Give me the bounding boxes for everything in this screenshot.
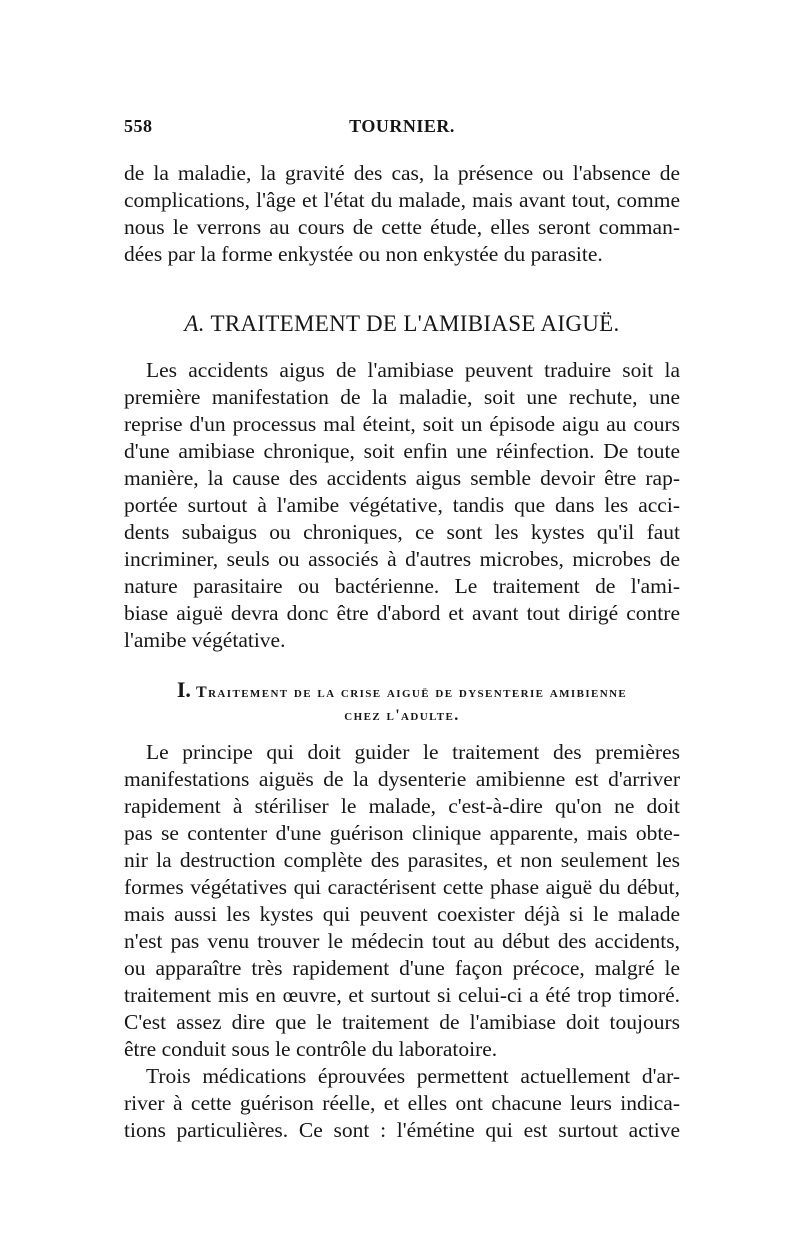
- text-line: mais aussi les kystes qui peuvent coexister déjà si le malade: [124, 902, 680, 926]
- text-line: Les accidents aigus de l'amibiase peuvent traduire soit la: [146, 358, 680, 382]
- text-line: reprise d'un processus mal éteint, soit un épisode aigu au cours: [124, 412, 680, 436]
- text-line: C'est assez dire que le traitement de l'amibiase doit toujours: [124, 1010, 680, 1034]
- running-title: TOURNIER.: [349, 116, 455, 136]
- subsection-title-line-1: Traitement de la crise aiguë de dysenterie amibienne: [196, 684, 628, 701]
- text-line: nir la destruction complète des parasites, et non seulement les: [124, 848, 680, 872]
- text-line: river à cette guérison réelle, et elles ont chacune leurs indica-: [124, 1091, 680, 1115]
- text-line: d'une amibiase chronique, soit enfin une réinfection. De toute: [124, 439, 680, 463]
- text-line: portée surtout à l'amibe végétative, tandis que dans les acci-: [124, 493, 680, 517]
- text-line: première manifestation de la maladie, soit une rechute, une: [124, 385, 680, 409]
- subsection-numeral: I.: [176, 677, 191, 702]
- text-line: manifestations aiguës de la dysenterie amibienne est d'arriver: [124, 767, 680, 791]
- section-title: TRAITEMENT DE L'AMIBIASE AIGUË.: [210, 311, 620, 336]
- text-line: l'amibe végétative.: [124, 628, 286, 652]
- text-line: ou apparaître très rapidement d'une façon précoce, malgré le: [124, 956, 680, 980]
- text-line: rapidement à stériliser le malade, c'est-à-dire qu'on ne doit: [124, 794, 680, 818]
- page-number: 558: [124, 116, 153, 136]
- text-line: traitement mis en œuvre, et surtout si celui-ci a été trop timoré.: [124, 983, 680, 1007]
- section-heading: [124, 311, 680, 337]
- text-line: pas se contenter d'une guérison clinique apparente, mais obte-: [124, 821, 680, 845]
- section-letter: A.: [184, 311, 205, 336]
- text-line: n'est pas venu trouver le médecin tout au début des accidents,: [124, 929, 680, 953]
- text-line: incriminer, seuls ou associés à d'autres microbes, microbes de: [124, 547, 680, 571]
- text-line: Trois médications éprouvées permettent actuellement d'ar-: [146, 1064, 680, 1088]
- running-header: [124, 116, 680, 146]
- subsection-heading: [124, 677, 680, 703]
- text-line: Le principe qui doit guider le traitement des premières: [146, 740, 680, 764]
- text-line: nous le verrons au cours de cette étude, elles seront comman-: [124, 215, 680, 239]
- text-line: tions particulières. Ce sont : l'émétine qui est surtout active: [124, 1118, 680, 1142]
- text-line: être conduit sous le contrôle du laboratoire.: [124, 1037, 498, 1061]
- text-line: complications, l'âge et l'état du malade, mais avant tout, comme: [124, 188, 680, 212]
- text-line: biase aiguë devra donc être d'abord et avant tout dirigé contre: [124, 601, 680, 625]
- text-line: formes végétatives qui caractérisent cette phase aiguë du début,: [124, 875, 680, 899]
- text-line: dées par la forme enkystée ou non enkystée du parasite.: [124, 242, 603, 266]
- text-line: de la maladie, la gravité des cas, la présence ou l'absence de: [124, 161, 680, 185]
- text-line: dents subaigus ou chroniques, ce sont les kystes qu'il faut: [124, 520, 680, 544]
- text-line: manière, la cause des accidents aigus semble devoir être rap-: [124, 466, 680, 490]
- subsection-title-line-2: chez l'adulte.: [344, 707, 460, 724]
- text-line: nature parasitaire ou bactérienne. Le traitement de l'ami-: [124, 574, 680, 598]
